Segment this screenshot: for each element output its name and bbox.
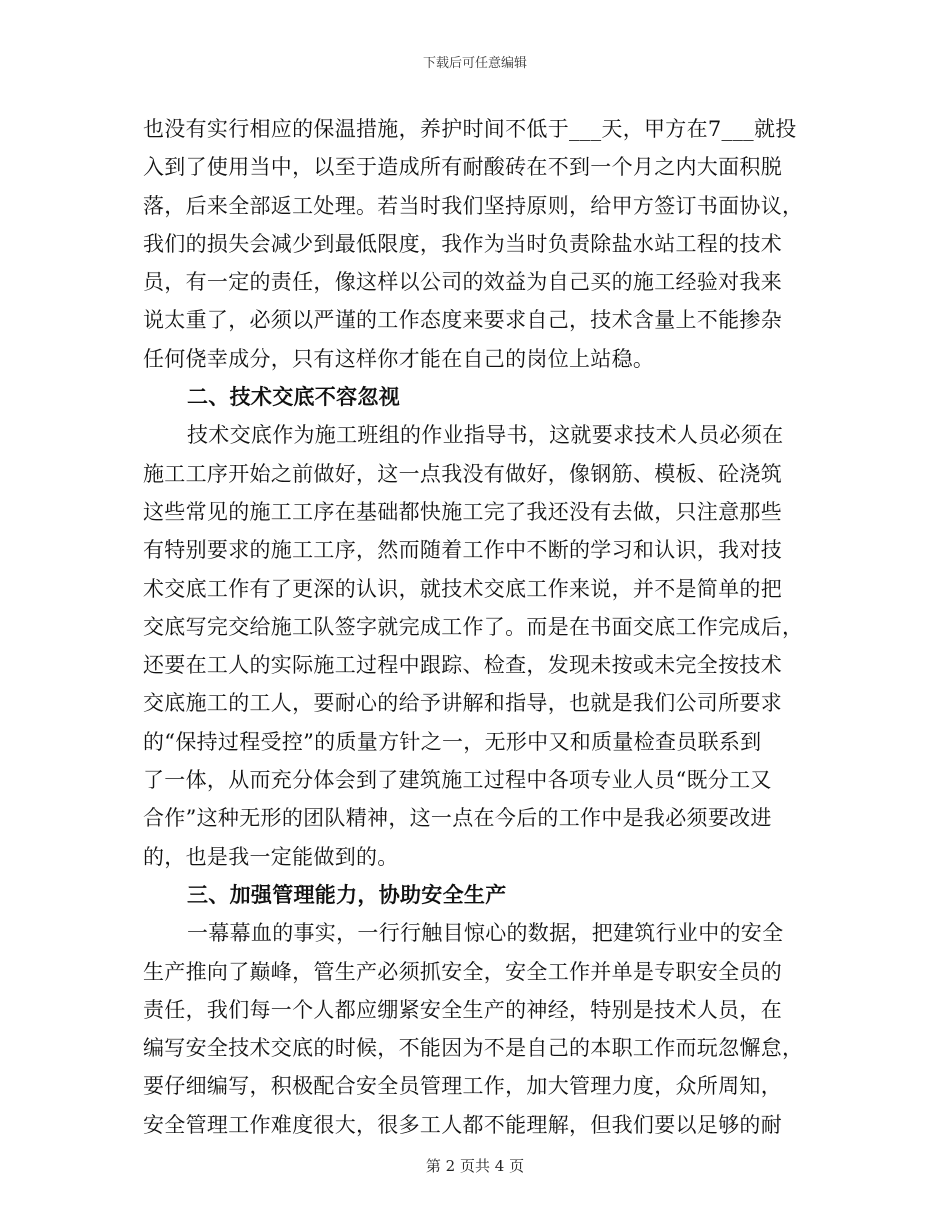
body-line: 落，后来全部返工处理。若当时我们坚持原则，给甲方签订书面协议， [143, 193, 804, 218]
page-footer: 第 2 页共 4 页 [425, 1157, 525, 1175]
body-line: 施工工序开始之前做好，这一点我没有做好，像钢筋、模板、砼浇筑 [143, 461, 782, 486]
body-line: 了一体，从而充分体会到了建筑施工过程中各项专业人员“既分工又 [143, 768, 772, 793]
body-line: 安全管理工作难度很大，很多工人都不能理解，但我们要以足够的耐 [143, 1112, 782, 1137]
body-line: 的“保持过程受控”的质量方针之一，无形中又和质量检查员联系到 [143, 729, 762, 754]
body-line: 责任，我们每一个人都应绷紧安全生产的神经，特别是技术人员，在 [143, 997, 782, 1022]
body-line: 的，也是我一定能做到的。 [143, 844, 399, 869]
body-line: 也没有实行相应的保温措施，养护时间不低于___天，甲方在7___就投 [143, 117, 797, 141]
body-line: 合作”这种无形的团队精神，这一点在今后的工作中是我必须要改进 [143, 806, 772, 831]
body-line: 入到了使用当中，以至于造成所有耐酸砖在不到一个月之内大面积脱 [143, 155, 782, 180]
body-line: 还要在工人的实际施工过程中跟踪、检查，发现未按或未完全按技术 [143, 653, 782, 678]
body-line: 编写安全技术交底的时候，不能因为不是自己的本职工作而玩忽懈怠， [143, 1036, 804, 1061]
body-line: 我们的损失会减少到最低限度，我作为当时负责除盐水站工程的技术 [143, 231, 782, 256]
body-line: 这些常见的施工工序在基础都快施工完了我还没有去做，只注意那些 [143, 499, 782, 524]
document-body [143, 110, 807, 1144]
body-line: 任何侥幸成分，只有这样你才能在自己的岗位上站稳。 [143, 346, 655, 371]
body-line: 交底写完交给施工队签字就完成工作了。而是在书面交底工作完成后， [143, 614, 804, 639]
body-line: 生产推向了巅峰，管生产必须抓安全，安全工作并单是专职安全员的 [143, 959, 782, 984]
body-line: 术交底工作有了更深的认识，就技术交底工作来说，并不是简单的把 [143, 576, 782, 601]
body-line: 一幕幕血的事实，一行行触目惊心的数据，把建筑行业中的安全 [187, 921, 784, 946]
body-line: 交底施工的工人，要耐心的给予讲解和指导，也就是我们公司所要求 [143, 691, 782, 716]
body-line: 技术交底作为施工班组的作业指导书，这就要求技术人员必须在 [187, 423, 784, 448]
page-header: 下载后可任意编辑 [422, 56, 527, 71]
body-line: 要仔细编写，积极配合安全员管理工作，加大管理力度，众所周知， [143, 1074, 782, 1099]
body-line: 员，有一定的责任，像这样以公司的效益为自己买的施工经验对我来 [143, 270, 782, 295]
body-line: 有特别要求的施工工序，然而随着工作中不断的学习和认识，我对技 [143, 538, 782, 563]
section-heading: 二、技术交底不容忽视 [187, 384, 400, 410]
section-heading: 三、加强管理能力，协助安全生产 [187, 881, 507, 907]
body-line: 说太重了，必须以严谨的工作态度来要求自己，技术含量上不能掺杂 [143, 308, 782, 333]
